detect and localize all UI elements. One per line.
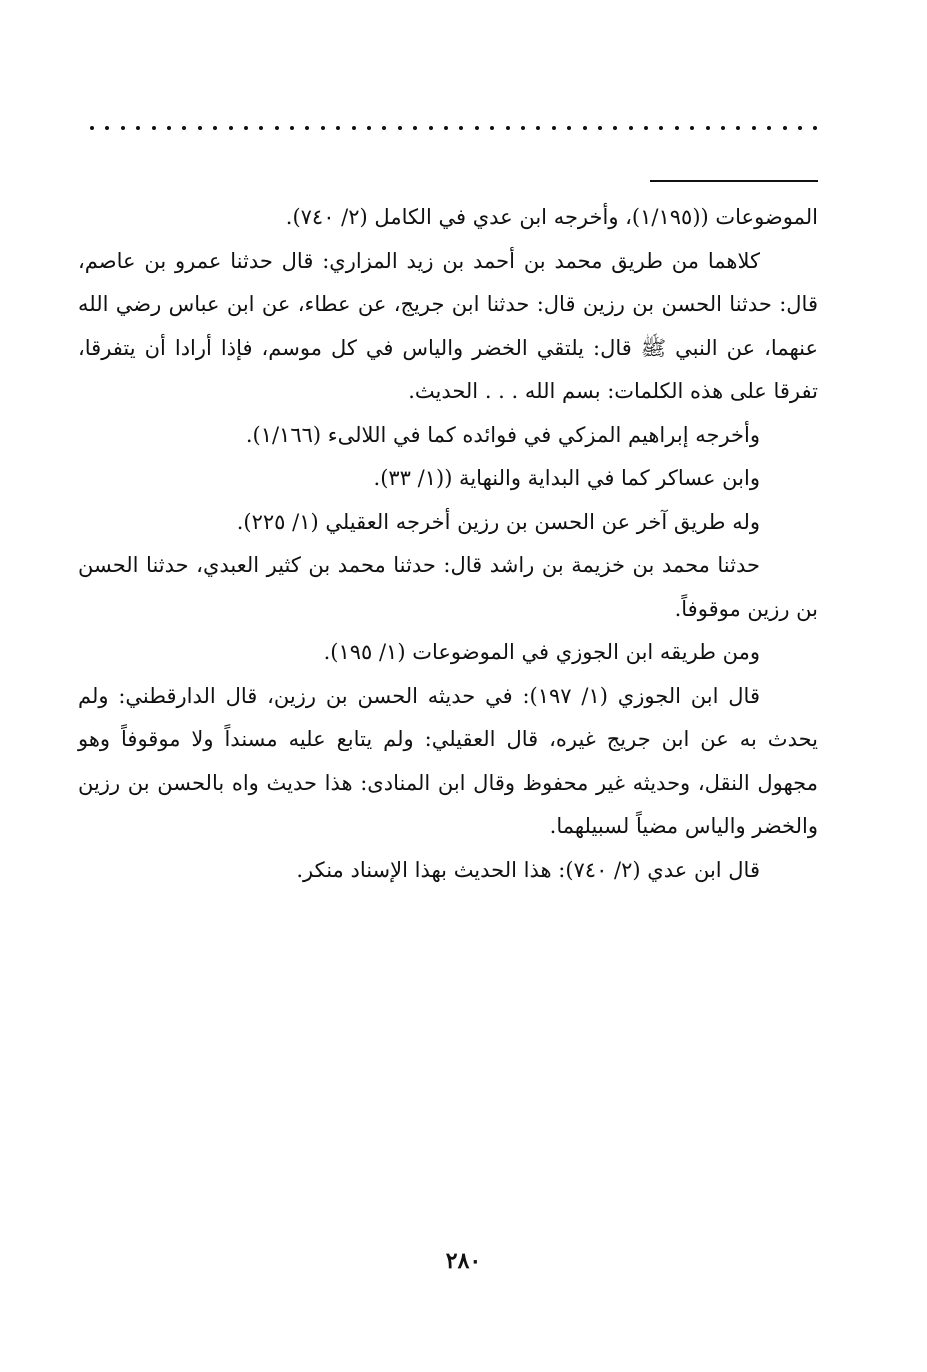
footnote-rule: [650, 180, 818, 182]
dotted-separator: [90, 118, 818, 138]
footnote-paragraph: ومن طريقه ابن الجوزي في الموضوعات (١/ ١٩٥).: [323, 640, 760, 664]
footnote-paragraph: وله طريق آخر عن الحسن بن رزين أخرجه العقيلي (١/ ٢٢٥).: [236, 509, 760, 534]
footnote-paragraph: وأخرجه إبراهيم المزكي في فوائده كما في اللالىء (١/١٦٦).: [245, 422, 760, 447]
footnote-paragraph: حدثنا محمد بن خزيمة بن راشد قال: حدثنا محمد بن كثير العبدي، حدثنا الحسن بن رزين موقوفاً.: [78, 553, 818, 621]
footnote-paragraph: قال ابن الجوزي (١/ ١٩٧): في حديثه الحسن بن رزين، قال الدارقطني: ولم يحدث به عن ابن جريج غيره، قال العقيلي: ولم يتابع عليه مسنداً ولا موقوفاً وهو مجهول النقل، وحديثه غير محفوظ وقال ابن المنادى: هذا حديث واه بالحسن بن رزين والخضر والياس مضياً لسبيلهما.: [78, 683, 818, 838]
footnote-paragraph: قال ابن عدي (٢/ ٧٤٠): هذا الحديث بهذا الإسناد منكر.: [296, 857, 760, 882]
page-number: ٢٨٠: [445, 1248, 482, 1274]
footnote-body: [78, 196, 818, 892]
footnote-paragraph: وابن عساكر كما في البداية والنهاية ((١/ ٣٣).: [373, 466, 760, 490]
footnote-paragraph: الموضوعات ((١/١٩٥)، وأخرجه ابن عدي في الكامل (٢/ ٧٤٠).: [285, 205, 818, 229]
footnote-paragraph: كلاهما من طريق محمد بن أحمد بن زيد المزاري: قال حدثنا عمرو بن عاصم، قال: حدثنا الحسن بن رزين قال: حدثنا ابن جريج، عن عطاء، عن ابن عباس رضي الله عنهما، عن النبي ﷺ قال: يلتقي الخضر والياس في كل موسم، فإذا أرادا أن يتفرقا، تفرقا على هذه الكلمات: بسم الله . . . الحديث.: [78, 248, 818, 403]
